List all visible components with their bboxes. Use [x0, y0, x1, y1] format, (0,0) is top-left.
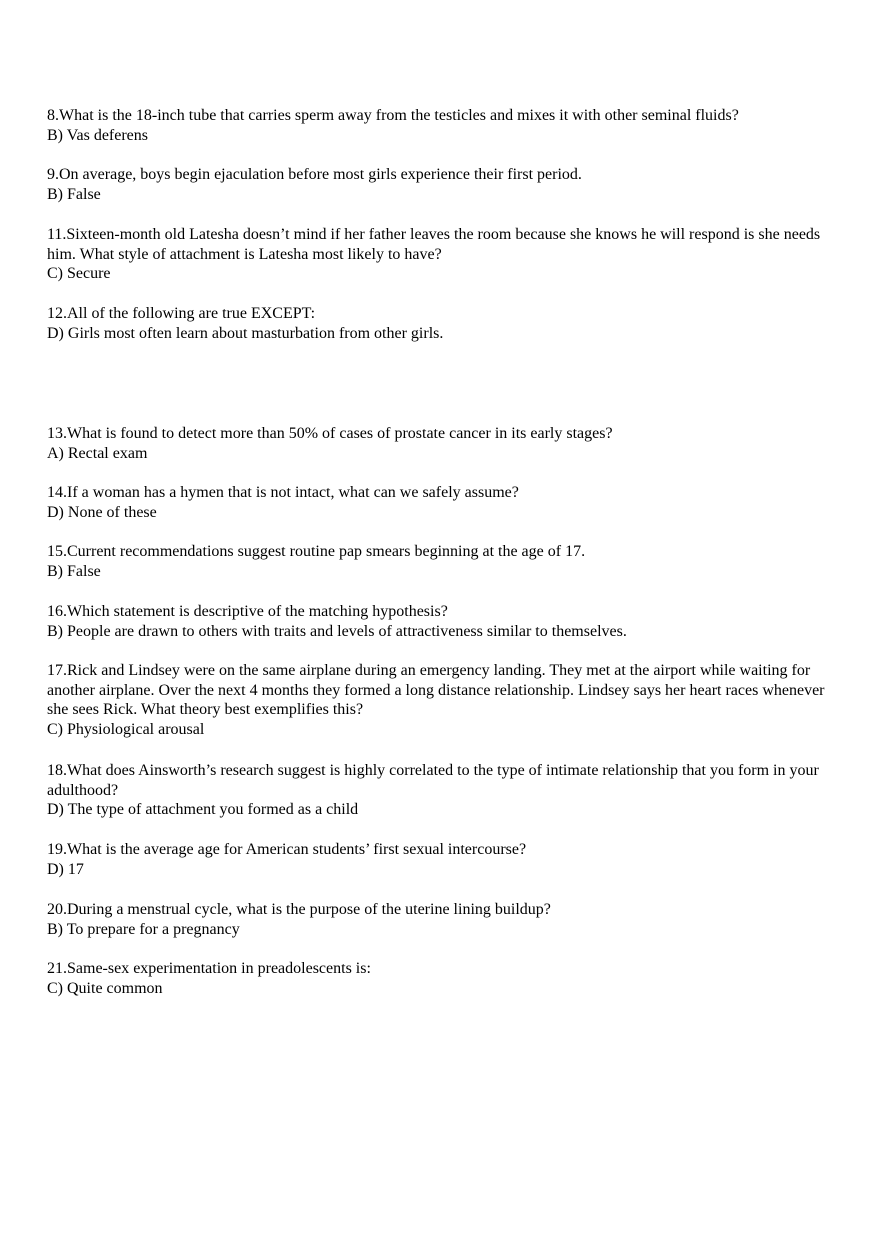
answer-text: B) False — [47, 185, 101, 203]
question-block-17 — [47, 661, 837, 739]
answer-text: D) 17 — [47, 860, 84, 878]
question-text: 20.During a menstrual cycle, what is the purpose of the uterine lining buildup? — [47, 901, 551, 918]
question-block-15 — [47, 542, 837, 581]
question-block-20 — [47, 900, 837, 939]
answer-text: D) The type of attachment you formed as a child — [47, 801, 359, 819]
question-block-19 — [47, 840, 837, 879]
answer-text: B) People are drawn to others with traits and levels of attractiveness similar to themselves. — [47, 622, 627, 640]
question-text: 17.Rick and Lindsey were on the same airplane during an emergency landing. They met at the airport while waiting for another airplane. Over the next 4 months they formed a long distance relationship. Lindsey says her heart races whenever she sees Rick. What theory best exemplifies this? — [47, 662, 825, 719]
question-block-16 — [47, 602, 837, 641]
question-text: 18.What does Ainsworth’s research suggest is highly correlated to the type of intimate relationship that you form in your adulthood? — [47, 762, 819, 799]
answer-text: B) Vas deferens — [47, 126, 149, 144]
question-block-14 — [47, 483, 837, 522]
answer-text: D) None of these — [47, 503, 157, 521]
question-text: 14.If a woman has a hymen that is not intact, what can we safely assume? — [47, 484, 519, 501]
question-block-9 — [47, 165, 837, 204]
answer-text: B) To prepare for a pregnancy — [47, 920, 240, 938]
question-block-21 — [47, 959, 837, 998]
question-text: 11.Sixteen-month old Latesha doesn’t mind if her father leaves the room because she knows he will respond is she needs him. What style of attachment is Latesha most likely to have? — [47, 226, 821, 263]
question-block-11 — [47, 225, 837, 284]
question-block-18 — [47, 761, 837, 820]
question-text: 12.All of the following are true EXCEPT: — [47, 305, 316, 322]
question-text: 19.What is the average age for American students’ first sexual intercourse? — [47, 841, 527, 858]
answer-text: C) Physiological arousal — [47, 720, 205, 738]
answer-text: B) False — [47, 562, 101, 580]
question-block-8 — [47, 106, 837, 145]
question-text: 8.What is the 18-inch tube that carries sperm away from the testicles and mixes it with other seminal fluids? — [47, 107, 739, 124]
question-text: 21.Same-sex experimentation in preadolescents is: — [47, 960, 371, 977]
answer-text: C) Quite common — [47, 979, 163, 997]
answer-text: A) Rectal exam — [47, 444, 148, 462]
question-block-12 — [47, 304, 837, 343]
question-text: 13.What is found to detect more than 50% of cases of prostate cancer in its early stages? — [47, 425, 613, 442]
question-text: 9.On average, boys begin ejaculation before most girls experience their first period. — [47, 166, 582, 183]
question-text: 15.Current recommendations suggest routine pap smears beginning at the age of 17. — [47, 543, 586, 560]
answer-text: D) Girls most often learn about masturbation from other girls. — [47, 324, 444, 342]
question-block-13 — [47, 424, 837, 463]
question-text: 16.Which statement is descriptive of the matching hypothesis? — [47, 603, 448, 620]
answer-text: C) Secure — [47, 265, 111, 283]
